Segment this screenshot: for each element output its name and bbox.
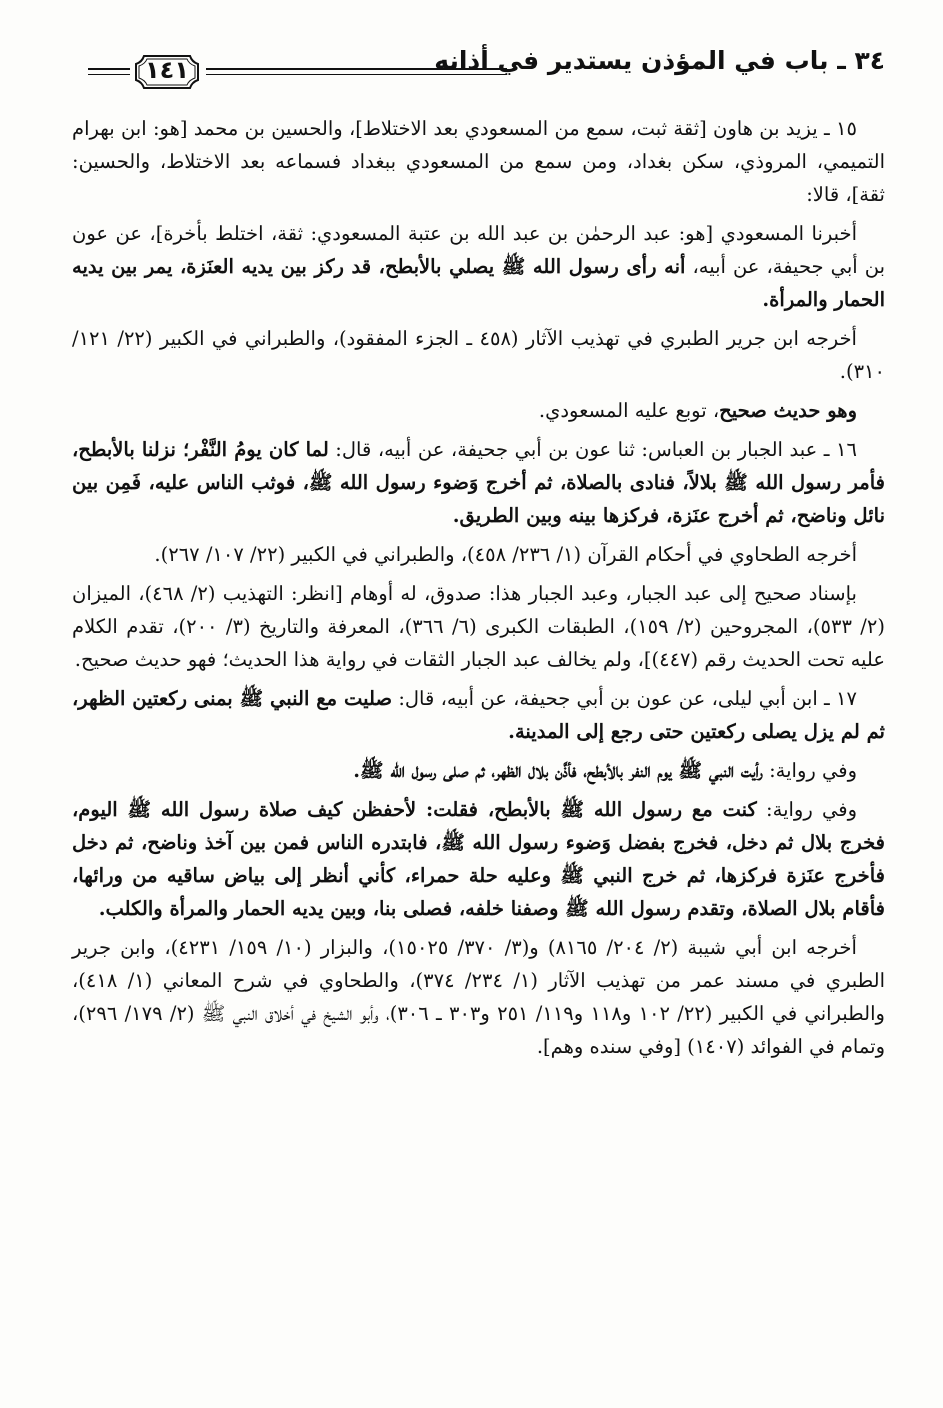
page-header — [88, 38, 885, 94]
hadith-text: رأيت النبي ﷺ يوم النفر بالأبطح، فأذَّن بلال الظهر، ثم صلى رسول الله ﷺ. — [353, 759, 763, 782]
hadith-text: صليت مع النبي ﷺ بمنى ركعتين الظهر، ثم لم يزل يصلى ركعتين حتى رجع إلى المدينة. — [72, 687, 885, 743]
body-text: وفي رواية: — [756, 798, 858, 821]
header-rule-left — [88, 68, 130, 70]
header-rule — [206, 74, 507, 75]
page-number-frame — [134, 54, 200, 90]
header-rule — [206, 68, 507, 70]
paragraph — [72, 754, 885, 787]
body-text: أخرجه ابن أبي شيبة (٢/ ٢٠٤/ ٨١٦٥) و(٣/ ٣٧٠/ ١٥٠٢٥)، والبزار (١٠/ ١٥٩/ ٤٢٣١)، وابن جرير الطبري في مسند عمر من تهذيب الآثار (١/ ٢٣٤/ ٣٧٤)، والطحاوي في شرح المعاني (١/ ٤١٨)، والطبراني في الكبير (٢٢/ ١٠٢ و١١٨ و١١٩/ ٢٥١ و٣٠٣ ـ ٣٠٦)، وأبو الشيخ في أخلاق النبي ﷺ (٢/ ١٧٩/ ٢٩٦)، وتمام في الفوائد (١٤٠٧) [وفي سنده وهم]. — [72, 936, 885, 1058]
paragraph — [72, 538, 885, 571]
hadith-text: لما كان يومُ النَّفْر؛ نزلنا بالأبطح، فأمر رسول الله ﷺ بلالاً، فنادى بالصلاة، ثم أخرج وَضوء رسول الله ﷺ، فوثب الناس عليه، فَمِن بين نائل وناضح، ثم أخرج عنَزة، فركزها بينه وبين الطريق. — [72, 438, 885, 527]
body-text: أخرجه ابن جرير الطبري في تهذيب الآثار (٤٥٨ ـ الجزء المفقود)، والطبراني في الكبير (٢٢/ ١٢١/ ٣١٠). — [72, 327, 885, 383]
paragraph — [72, 217, 885, 316]
body-text: أخرجه الطحاوي في أحكام القرآن (١/ ٢٣٦/ ٤٥٨)، والطبراني في الكبير (٢٢/ ١٠٧/ ٢٦٧). — [154, 543, 857, 566]
chapter-title: ٣٤ ـ باب في المؤذن يستدير في أذانه — [434, 46, 885, 75]
paragraph — [72, 931, 885, 1063]
body-text: وفي رواية: — [762, 759, 857, 782]
header-rule-left — [88, 74, 130, 75]
body-text: بإسناد صحيح إلى عبد الجبار، وعبد الجبار هذا: صدوق، له أوهام [انظر: التهذيب (٢/ ٤٦٨)، الميزان (٢/ ٥٣٣)، المجروحين (٢/ ١٥٩)، الطبقات الكبرى (٦/ ٣٦٦)، المعرفة والتاريخ (٣/ ٢٠٠)، تقدم الكلام عليه تحت الحديث رقم (٤٤٧)]، ولم يخالف عبد الجبار الثقات في رواية هذا الحديث؛ فهو حديث صحيح. — [72, 582, 885, 671]
body-text: ١٦ ـ عبد الجبار بن العباس: ثنا عون بن أبي جحيفة، عن أبيه، قال: — [328, 438, 857, 461]
page-number: ١٤١ — [145, 56, 189, 84]
paragraph — [72, 682, 885, 748]
paragraph — [72, 433, 885, 532]
paragraph — [72, 112, 885, 211]
body-text: ١٥ ـ يزيد بن هاون [ثقة ثبت، سمع من المسعودي بعد الاختلاط]، والحسين بن محمد [هو: ابن بهرام التميمي، المروذي، سكن بغداد، ومن سمع من المسعودي ببغداد فسماعه بعد الاختلاط، والحسين: ثقة]، قالا: — [72, 117, 885, 206]
hadith-text: أنه رأى رسول الله ﷺ يصلي بالأبطح، قد ركز بين يديه العنَزة، يمر بين يديه الحمار والمرأة. — [72, 255, 885, 311]
body-text: ، توبع عليه المسعودي. — [538, 399, 720, 422]
paragraph — [72, 394, 885, 427]
paragraph — [72, 577, 885, 676]
paragraph — [72, 322, 885, 388]
body-text: أخبرنا المسعودي [هو: عبد الرحمٰن بن عبد الله بن عتبة المسعودي: ثقة، اختلط بأخرة]، عن عون بن أبي جحيفة، عن أبيه، — [72, 222, 885, 278]
paragraph — [72, 793, 885, 925]
page-body — [72, 112, 885, 1069]
hadith-text: كنت مع رسول الله ﷺ بالأبطح، فقلت: لأحفظن كيف صلاة رسول الله ﷺ اليوم، فخرج بلال ثم دخل، فخرج بفضل وَضوء رسول الله ﷺ، فابتدره الناس فمن بين آخذ وناضح، ثم دخل فأخرج عنَزة فركزها، ثم خرج النبي ﷺ وعليه حلة حمراء، كأني أنظر إلى بياض ساقيه من ورائها، فأقام بلال الصلاة، وتقدم رسول الله ﷺ وصفنا خلفه، فصلى بنا، وبين يديه الحمار والمرأة والكلب. — [72, 798, 885, 920]
hadith-text: وهو حديث صحيح — [719, 399, 857, 422]
body-text: ١٧ ـ ابن أبي ليلى، عن عون بن أبي جحيفة، عن أبيه، قال: — [392, 687, 857, 710]
